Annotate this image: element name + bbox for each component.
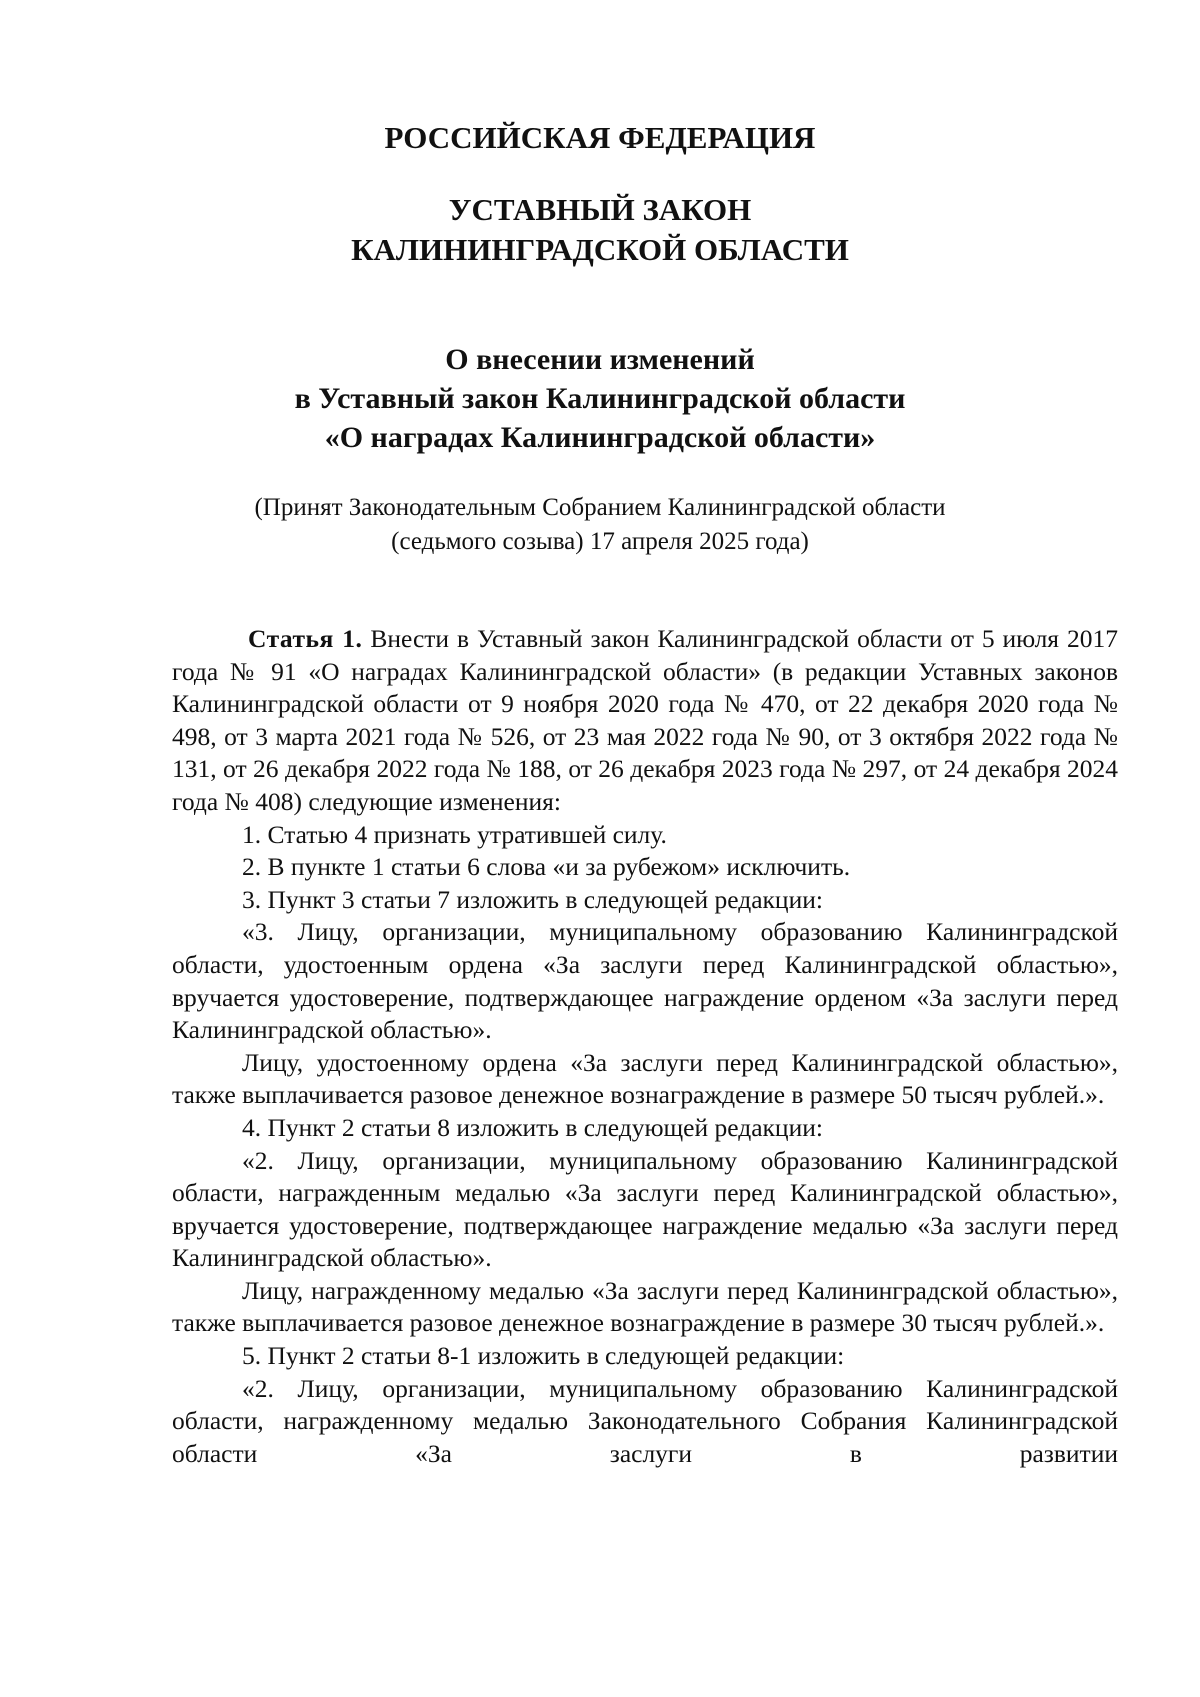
amendment-item-5: 5. Пункт 2 статьи 8-1 изложить в следующей редакции: (242, 1341, 845, 1371)
amendment-item-5-quote-1: «2. Лицу, организации, муниципальному образованию Калининградской области, награжденному медалью Законодательного Собрания Калининградской области «За заслуги в развитии (172, 1373, 1118, 1468)
amendment-item-4-quote-1: «2. Лицу, организации, муниципальному образованию Калининградской области, награжденным медалью «За заслуги перед Калининградской областью», вручается удостоверение, подтверждающее награждение медалью «За заслуги перед Калининградской областью». (172, 1145, 1118, 1273)
federation-heading (0, 118, 1200, 158)
adoption-note-line-2: (седьмого созыва) 17 апреля 2025 года) (391, 528, 809, 555)
law-title-line-1: О внесении изменений (445, 343, 755, 376)
law-body (172, 623, 1118, 1470)
adoption-note (0, 491, 1200, 559)
federation-title: РОССИЙСКАЯ ФЕДЕРАЦИЯ (384, 120, 816, 155)
law-title-line-2: в Уставный закон Калининградской области (294, 382, 906, 415)
amendment-item-4-quote-2: Лицу, награжденному медалью «За заслуги перед Калининградской областью», также выплачивается разовое денежное вознаграждение в размере 30 тысяч рублей.». (172, 1275, 1118, 1338)
article-1-label: Статья 1. (248, 624, 363, 653)
amendment-item-4: 4. Пункт 2 статьи 8 изложить в следующей редакции: (242, 1112, 823, 1142)
amendment-item-3-quote-1: «3. Лицу, организации, муниципальному образованию Калининградской области, удостоенным ордена «За заслуги перед Калининградской областью», вручается удостоверение, подтверждающее награждение орденом «За заслуги перед Калининградской областью». (172, 917, 1118, 1045)
article-1-intro-text: Внести в Уставный закон Калининградской области от 5 июля 2017 года № 91 «О наградах Калининградской области» (в редакции Уставных законов Калининградской области от 9 ноября 2020 года № 470, от 22 декабря 2020 года № 498, от 3 марта 2021 года № 526, от 23 мая 2022 года № 90, от 3 октября 2022 года № 131, от 26 декабря 2022 года № 188, от 26 декабря 2023 года № 297, от 24 декабря 2024 года № 408) следующие изменения: (172, 624, 1118, 816)
adoption-note-line-1: (Принят Законодательным Собранием Калининградской области (254, 494, 946, 521)
amendment-item-2: 2. В пункте 1 статьи 6 слова «и за рубежом» исключить. (242, 852, 851, 882)
law-type-line-1: УСТАВНЫЙ ЗАКОН (448, 192, 752, 227)
amendment-item-3: 3. Пункт 3 статьи 7 изложить в следующей редакции: (242, 884, 823, 914)
law-type-line-2: КАЛИНИНГРАДСКОЙ ОБЛАСТИ (351, 232, 849, 267)
law-type-heading (0, 190, 1200, 270)
law-title-line-3: «О наградах Калининградской области» (324, 421, 876, 454)
amendment-item-3-quote-2: Лицу, удостоенному ордена «За заслуги перед Калининградской областью», также выплачивается разовое денежное вознаграждение в размере 50 тысяч рублей.». (172, 1047, 1118, 1110)
law-title (0, 340, 1200, 457)
amendment-item-1: 1. Статью 4 признать утратившей силу. (242, 819, 667, 849)
article-1-intro (172, 623, 1118, 819)
